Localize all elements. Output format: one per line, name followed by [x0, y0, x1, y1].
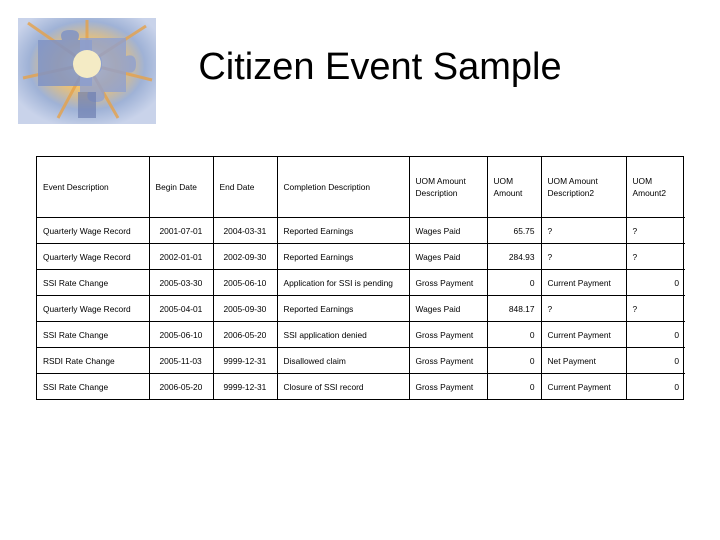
uom-amount-description2-cell: Net Payment — [541, 348, 626, 374]
uom-amount-cell: 848.17 — [487, 296, 541, 322]
event-description-cell: SSI Rate Change — [37, 374, 149, 400]
uom-amount-description-cell: Gross Payment — [409, 348, 487, 374]
begin-date-cell: 2001-07-01 — [149, 218, 213, 244]
begin-date-cell: 2002-01-01 — [149, 244, 213, 270]
event-description-cell: SSI Rate Change — [37, 270, 149, 296]
uom-amount-description-cell: Gross Payment — [409, 374, 487, 400]
column-header: UOM Amount2 — [626, 157, 685, 218]
column-header: Completion Description — [277, 157, 409, 218]
event-description-cell: Quarterly Wage Record — [37, 218, 149, 244]
uom-amount2-cell: ? — [626, 244, 685, 270]
end-date-cell: 2005-09-30 — [213, 296, 277, 322]
uom-amount2-cell: 0 — [626, 322, 685, 348]
puzzle-piece-sun-logo — [18, 18, 156, 124]
column-header: UOM Amount Description2 — [541, 157, 626, 218]
completion-description-cell: Closure of SSI record — [277, 374, 409, 400]
uom-amount-description2-cell: ? — [541, 244, 626, 270]
end-date-cell: 9999-12-31 — [213, 348, 277, 374]
end-date-cell: 2005-06-10 — [213, 270, 277, 296]
event-description-cell: RSDI Rate Change — [37, 348, 149, 374]
table-row — [37, 374, 685, 400]
uom-amount-cell: 0 — [487, 348, 541, 374]
uom-amount-cell: 0 — [487, 270, 541, 296]
column-header: UOM Amount Description — [409, 157, 487, 218]
uom-amount2-cell: 0 — [626, 348, 685, 374]
uom-amount-description-cell: Gross Payment — [409, 270, 487, 296]
uom-amount-description2-cell: ? — [541, 218, 626, 244]
completion-description-cell: Reported Earnings — [277, 218, 409, 244]
uom-amount-description-cell: Wages Paid — [409, 218, 487, 244]
table-row — [37, 296, 685, 322]
end-date-cell: 2004-03-31 — [213, 218, 277, 244]
page-title: Citizen Event Sample — [198, 46, 562, 88]
completion-description-cell: Reported Earnings — [277, 244, 409, 270]
uom-amount-description2-cell: ? — [541, 296, 626, 322]
completion-description-cell: Reported Earnings — [277, 296, 409, 322]
table-row — [37, 270, 685, 296]
column-header: UOM Amount — [487, 157, 541, 218]
uom-amount-description-cell: Wages Paid — [409, 244, 487, 270]
uom-amount2-cell: ? — [626, 296, 685, 322]
uom-amount-description-cell: Gross Payment — [409, 322, 487, 348]
uom-amount2-cell: ? — [626, 218, 685, 244]
table-row — [37, 348, 685, 374]
begin-date-cell: 2005-03-30 — [149, 270, 213, 296]
begin-date-cell: 2005-11-03 — [149, 348, 213, 374]
column-header: End Date — [213, 157, 277, 218]
uom-amount-cell: 65.75 — [487, 218, 541, 244]
completion-description-cell: Disallowed claim — [277, 348, 409, 374]
uom-amount-description2-cell: Current Payment — [541, 322, 626, 348]
table-row — [37, 218, 685, 244]
uom-amount-description2-cell: Current Payment — [541, 374, 626, 400]
begin-date-cell: 2005-06-10 — [149, 322, 213, 348]
completion-description-cell: SSI application denied — [277, 322, 409, 348]
event-description-cell: Quarterly Wage Record — [37, 296, 149, 322]
uom-amount-cell: 0 — [487, 322, 541, 348]
event-description-cell: SSI Rate Change — [37, 322, 149, 348]
begin-date-cell: 2005-04-01 — [149, 296, 213, 322]
citizen-event-table — [36, 156, 684, 400]
event-description-cell: Quarterly Wage Record — [37, 244, 149, 270]
end-date-cell: 2006-05-20 — [213, 322, 277, 348]
uom-amount-description-cell: Wages Paid — [409, 296, 487, 322]
begin-date-cell: 2006-05-20 — [149, 374, 213, 400]
uom-amount2-cell: 0 — [626, 374, 685, 400]
column-header: Begin Date — [149, 157, 213, 218]
table-row — [37, 244, 685, 270]
end-date-cell: 9999-12-31 — [213, 374, 277, 400]
end-date-cell: 2002-09-30 — [213, 244, 277, 270]
table-header-row — [37, 157, 685, 218]
column-header: Event Description — [37, 157, 149, 218]
uom-amount2-cell: 0 — [626, 270, 685, 296]
completion-description-cell: Application for SSI is pending — [277, 270, 409, 296]
uom-amount-cell: 284.93 — [487, 244, 541, 270]
table-row — [37, 322, 685, 348]
uom-amount-description2-cell: Current Payment — [541, 270, 626, 296]
uom-amount-cell: 0 — [487, 374, 541, 400]
